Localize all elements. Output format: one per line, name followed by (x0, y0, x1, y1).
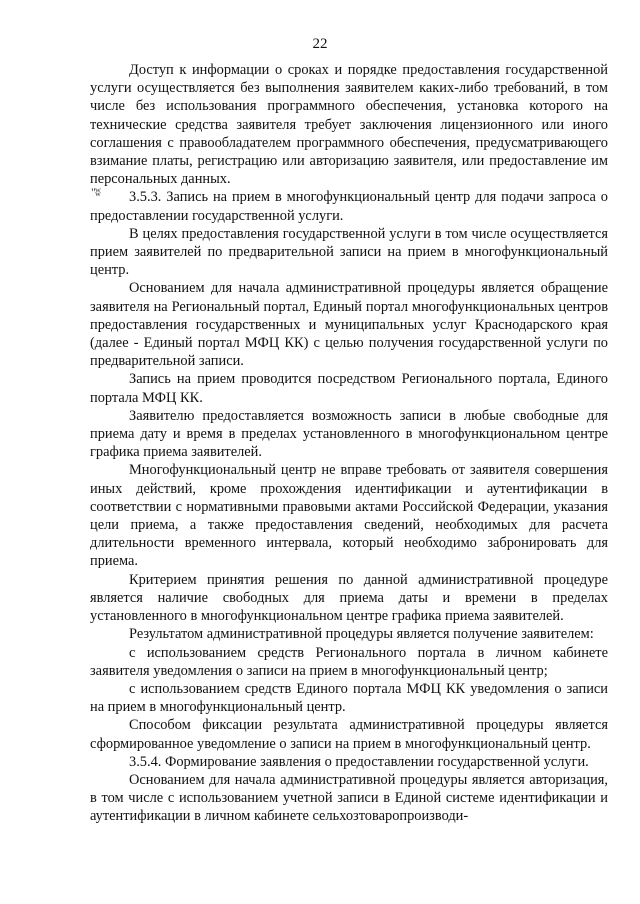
paragraph: Способом фиксации результата административной процедуры является сформированное уведомление о записи на прием в многофункциональный центр. (90, 717, 608, 752)
section-heading: 3.5.4. Формирование заявления о предоставлении государственной услуги. (129, 753, 589, 770)
paragraph: с использованием средств Регионального портала в личном кабинете заявителя уведомления о записи на прием в многофункциональный центр; (90, 644, 608, 679)
paragraph: Результатом административной процедуры является получение заявителем: (129, 626, 594, 643)
paragraph: В целях предоставления государственной услуги в том числе осуществляется прием заявителей по предварительной записи на прием в многофункциональный центр. (90, 225, 608, 279)
paragraph: Критерием принятия решения по данной административной процедуре является наличие свободных для приема даты и времени в пределах установленного в многофункциональном центре графика приема заявителей. (90, 571, 608, 625)
paragraph: Доступ к информации о сроках и порядке предоставления государственной услуги осуществляется без выполнения заявителем каких-либо требований, в том числе без использования программного обеспечения, установка которого на технические средства заявителя требует заключения лицензионного или иного соглашения с правообладателем программного обеспечения, предусматривающего взимание платы, регистрацию или авторизацию заявителя, или предоставление им персональных данных. (90, 62, 608, 188)
page-body (90, 61, 608, 826)
paragraph: Основанием для начала административной процедуры является авторизация, в том числе с использованием учетной записи в Единой системе идентификации и аутентификации в личном кабинете сельхозтоваропроизводи- (90, 771, 608, 825)
paragraph: Основанием для начала административной процедуры является обращение заявителя на Региональный портал, Единый портал многофункциональных центров предоставления государственных и муниципальных услуг Краснодарского края (далее - Единый портал МФЦ КК) с целью получения государственной услуги по предварительной записи. (90, 280, 608, 370)
margin-mark: "ʬ (91, 185, 101, 199)
paragraph: Многофункциональный центр не вправе требовать от заявителя совершения иных действий, кроме прохождения идентификации и аутентификации в соответствии с нормативными правовыми актами Российской Федерации, указания цели приема, а также предоставления сведений, необходимых для расчета длительности временного интервала, который необходимо забронировать для приема. (90, 462, 608, 570)
paragraph: Запись на прием проводится посредством Регионального портала, Единого портала МФЦ КК. (90, 371, 608, 406)
paragraph: Заявителю предоставляется возможность записи в любые свободные для приема дату и время в пределах установленного в многофункциональном центре графика приема заявителей. (90, 407, 608, 461)
section-heading: 3.5.3. Запись на прием в многофункциональный центр для подачи запроса о предоставлении государственной услуги. (90, 189, 608, 224)
paragraph: с использованием средств Единого портала МФЦ КК уведомления о записи на прием в многофункциональный центр. (90, 680, 608, 716)
page-number: 22 (312, 36, 328, 52)
